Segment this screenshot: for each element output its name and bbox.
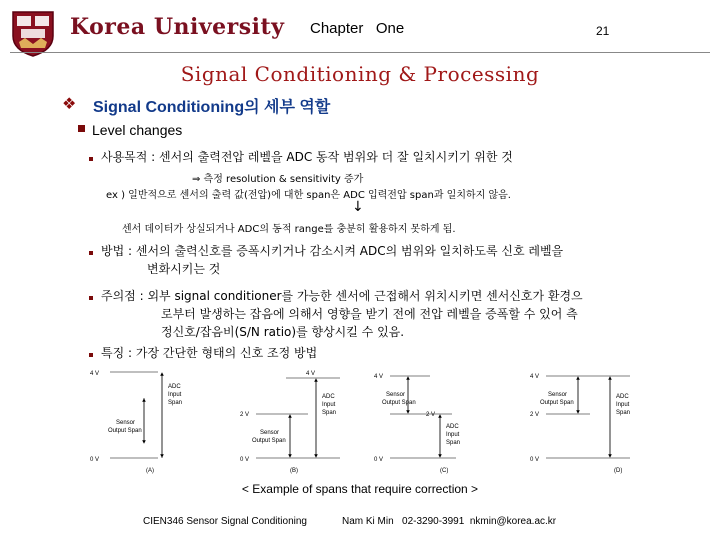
- item-bullet-icon: [89, 251, 93, 255]
- item-bullet-icon: [89, 296, 93, 300]
- diagram-caption: < Example of spans that require correction >: [241, 482, 479, 496]
- panel-b-label: (B): [290, 468, 298, 474]
- voltage-0v-label: 0 V: [530, 457, 540, 463]
- voltage-4v-label: 4 V: [306, 371, 316, 377]
- voltage-0v-label: 0 V: [374, 457, 384, 463]
- level-changes-heading: Level changes: [92, 122, 183, 138]
- sensor-label: Sensor: [116, 420, 136, 426]
- down-arrow-icon: ↓: [352, 199, 364, 215]
- adc-span-label: Span: [616, 410, 631, 416]
- adc-input-label: Input: [322, 402, 336, 408]
- panel-d-label: (D): [614, 468, 623, 474]
- span-panel-c: [374, 374, 460, 474]
- sensor-output-span-label: Output Span: [252, 438, 286, 444]
- square-bullet-icon: [78, 125, 85, 132]
- voltage-2v-label: 2 V: [240, 412, 250, 418]
- panel-c-label: (C): [440, 468, 449, 474]
- voltage-2v-label: 2 V: [530, 412, 540, 418]
- footer-course: CIEN346 Sensor Signal Conditioning: [143, 516, 307, 527]
- university-logo-text: Korea University: [70, 14, 285, 40]
- chapter-label: Chapter One: [310, 20, 405, 37]
- caution-line-1: 주의점 : 외부 signal conditioner를 가능한 센서에 근접해서 위치시키면 센서신호가 환경으: [101, 289, 583, 303]
- span-examples-diagram: [90, 366, 650, 478]
- adc-label: ADC: [322, 394, 335, 400]
- section-title: Signal Conditioning의 세부 역할: [93, 99, 331, 116]
- sensor-output-span-label: Output Span: [540, 400, 574, 406]
- sensor-label: Sensor: [548, 392, 568, 398]
- voltage-0v-label: 0 V: [90, 457, 100, 463]
- adc-input-label: Input: [446, 432, 460, 438]
- sensor-label: Sensor: [386, 392, 406, 398]
- span-panel-d: [530, 374, 630, 474]
- caution-line-2: 로부터 발생하는 잡음에 의해서 영향을 받기 전에 전압 레벨을 증폭할 수 있어 측: [161, 307, 578, 321]
- voltage-4v-label: 4 V: [90, 371, 100, 377]
- voltage-4v-label: 4 V: [374, 374, 384, 380]
- voltage-0v-label: 0 V: [240, 457, 250, 463]
- voltage-4v-label: 4 V: [530, 374, 540, 380]
- span-panel-a: [90, 371, 182, 474]
- span-panel-b: [240, 371, 340, 474]
- university-logo-shield-icon: [5, 8, 61, 58]
- adc-span-label: Span: [446, 440, 461, 446]
- adc-input-label: Input: [616, 402, 630, 408]
- method-line-1: 방법 : 센서의 출력신호를 증폭시키거나 감소시켜 ADC의 범위와 일치하도록 신호 레벨을: [101, 244, 564, 258]
- panel-a-label: (A): [146, 468, 154, 474]
- feature-text: 특징 : 가장 간단한 형태의 신호 조정 방법: [101, 346, 318, 360]
- section-bullet-icon: ❖: [62, 94, 77, 113]
- header-divider: [10, 52, 710, 53]
- adc-span-label: Span: [322, 410, 337, 416]
- purpose-text: 사용목적 : 센서의 출력전압 레벨을 ADC 동작 범위와 더 잘 일치시키기 위한 것: [101, 150, 513, 164]
- adc-input-label: Input: [168, 392, 182, 398]
- adc-label: ADC: [446, 424, 459, 430]
- method-line-2: 변화시키는 것: [147, 262, 221, 276]
- adc-label: ADC: [616, 394, 629, 400]
- adc-span-label: Span: [168, 400, 183, 406]
- purpose-sub-consequence: 센서 데이터가 상실되거나 ADC의 동적 range를 충분히 활용하지 못하게 됨.: [122, 224, 456, 235]
- item-bullet-icon: [89, 157, 93, 161]
- sensor-output-span-label: Output Span: [108, 428, 142, 434]
- purpose-sub-resolution: ⇒ 측정 resolution & sensitivity 증가: [192, 174, 364, 185]
- sensor-output-span-label: Output Span: [382, 400, 416, 406]
- footer-author: Nam Ki Min 02-3290-3991 nkmin@korea.ac.kr: [342, 516, 557, 527]
- sensor-label: Sensor: [260, 430, 280, 436]
- voltage-2v-label: 2 V: [426, 412, 436, 418]
- page-number: 21: [596, 24, 610, 38]
- item-bullet-icon: [89, 353, 93, 357]
- adc-label: ADC: [168, 384, 181, 390]
- caution-line-3: 정신호/잡음비(S/N ratio)를 향상시킬 수 있음.: [161, 325, 405, 339]
- purpose-sub-example: ex ) 일반적으로 센서의 출력 값(전압)에 대한 span은 ADC 입력전압 span과 일치하지 않음.: [106, 190, 511, 201]
- slide-title: Signal Conditioning & Processing: [180, 62, 540, 86]
